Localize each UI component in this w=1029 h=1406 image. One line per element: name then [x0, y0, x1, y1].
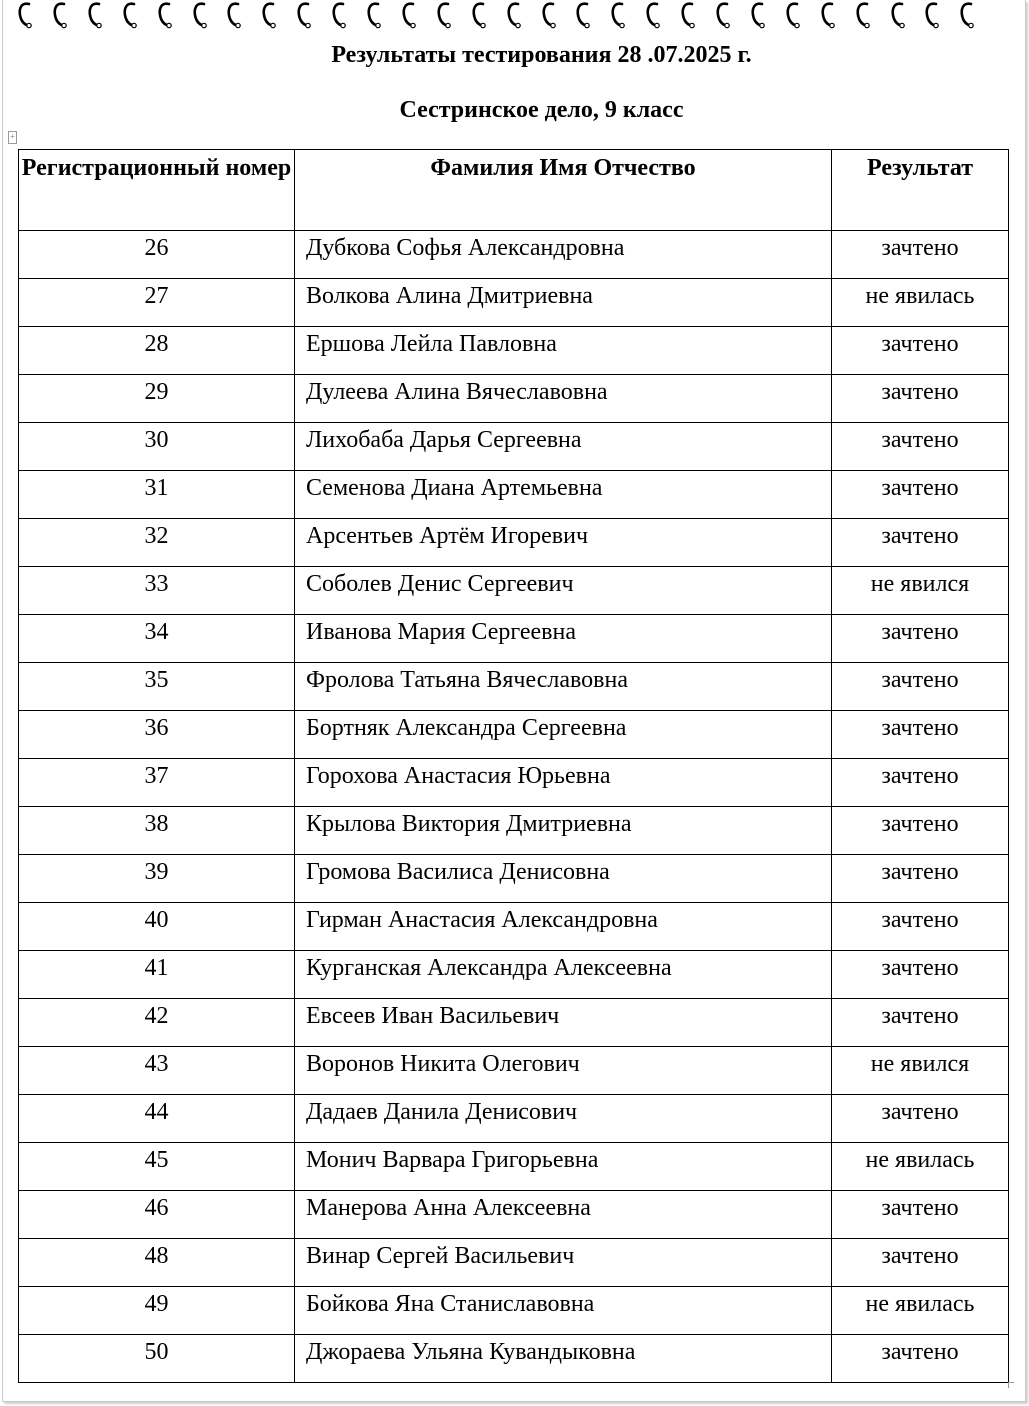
full-name-cell: Манерова Анна Алексеевна — [295, 1191, 832, 1239]
reg-number-cell: 40 — [19, 903, 295, 951]
spiral-ring-icon — [367, 1, 381, 29]
table-body — [19, 231, 1009, 1383]
reg-number-cell: 44 — [19, 1095, 295, 1143]
result-cell: зачтено — [832, 231, 1009, 279]
reg-number-cell: 41 — [19, 951, 295, 999]
spiral-ring-icon — [123, 1, 137, 29]
spiral-ring-icon — [53, 1, 67, 29]
table-row — [19, 567, 1009, 615]
full-name-cell: Соболев Денис Сергеевич — [295, 567, 832, 615]
result-cell: зачтено — [832, 711, 1009, 759]
spiral-ring-icon — [18, 1, 32, 29]
reg-number-cell: 31 — [19, 471, 295, 519]
table-row — [19, 663, 1009, 711]
result-cell: зачтено — [832, 375, 1009, 423]
header-result: Результат — [832, 150, 1009, 231]
table-row — [19, 519, 1009, 567]
result-cell: зачтено — [832, 615, 1009, 663]
result-cell: зачтено — [832, 327, 1009, 375]
reg-number-cell: 30 — [19, 423, 295, 471]
spiral-ring-icon — [472, 1, 486, 29]
table-row — [19, 1335, 1009, 1383]
full-name-cell: Иванова Мария Сергеевна — [295, 615, 832, 663]
table-row — [19, 375, 1009, 423]
reg-number-cell: 26 — [19, 231, 295, 279]
spiral-ring-icon — [507, 1, 521, 29]
table-row — [19, 999, 1009, 1047]
result-cell: не явилась — [832, 279, 1009, 327]
reg-number-cell: 42 — [19, 999, 295, 1047]
table-header-row — [19, 150, 1009, 231]
spiral-ring-icon — [88, 1, 102, 29]
full-name-cell: Дубкова Софья Александровна — [295, 231, 832, 279]
full-name-cell: Семенова Диана Артемьевна — [295, 471, 832, 519]
table-row — [19, 951, 1009, 999]
table-row — [19, 1287, 1009, 1335]
table-row — [19, 1095, 1009, 1143]
reg-number-cell: 49 — [19, 1287, 295, 1335]
spiral-ring-icon — [158, 1, 172, 29]
reg-number-cell: 37 — [19, 759, 295, 807]
table-row — [19, 807, 1009, 855]
reg-number-cell: 33 — [19, 567, 295, 615]
full-name-cell: Арсентьев Артём Игоревич — [295, 519, 832, 567]
full-name-cell: Воронов Никита Олегович — [295, 1047, 832, 1095]
full-name-cell: Лихобаба Дарья Сергеевна — [295, 423, 832, 471]
full-name-cell: Громова Василиса Денисовна — [295, 855, 832, 903]
reg-number-cell: 45 — [19, 1143, 295, 1191]
table-row — [19, 1239, 1009, 1287]
table-row — [19, 1143, 1009, 1191]
full-name-cell: Крылова Виктория Дмитриевна — [295, 807, 832, 855]
result-cell: не явился — [832, 1047, 1009, 1095]
full-name-cell: Дулеева Алина Вячеславовна — [295, 375, 832, 423]
result-cell: зачтено — [832, 903, 1009, 951]
reg-number-cell: 39 — [19, 855, 295, 903]
reg-number-cell: 32 — [19, 519, 295, 567]
document-title: Результаты тестирования 28 .07.2025 г. — [331, 42, 752, 68]
spiral-ring-icon — [227, 1, 241, 29]
table-row — [19, 327, 1009, 375]
spiral-ring-icon — [891, 1, 905, 29]
full-name-cell: Фролова Татьяна Вячеславовна — [295, 663, 832, 711]
full-name-cell: Гирман Анастасия Александровна — [295, 903, 832, 951]
reg-number-cell: 36 — [19, 711, 295, 759]
reg-number-cell: 50 — [19, 1335, 295, 1383]
result-cell: зачтено — [832, 1239, 1009, 1287]
spiral-ring-icon — [716, 1, 730, 29]
result-cell: зачтено — [832, 519, 1009, 567]
reg-number-cell: 27 — [19, 279, 295, 327]
reg-number-cell: 28 — [19, 327, 295, 375]
spiral-ring-icon — [925, 1, 939, 29]
result-cell: зачтено — [832, 999, 1009, 1047]
spiral-ring-icon — [681, 1, 695, 29]
result-cell: зачтено — [832, 951, 1009, 999]
spiral-ring-icon — [542, 1, 556, 29]
table-row — [19, 1047, 1009, 1095]
table-row — [19, 471, 1009, 519]
spiral-ring-icon — [821, 1, 835, 29]
full-name-cell: Монич Варвара Григорьевна — [295, 1143, 832, 1191]
reg-number-cell: 38 — [19, 807, 295, 855]
spiral-ring-icon — [193, 1, 207, 29]
result-cell: не явилась — [832, 1287, 1009, 1335]
full-name-cell: Ершова Лейла Павловна — [295, 327, 832, 375]
full-name-cell: Евсеев Иван Васильевич — [295, 999, 832, 1047]
reg-number-cell: 29 — [19, 375, 295, 423]
header-full-name: Фамилия Имя Отчество — [295, 150, 832, 231]
full-name-cell: Джораева Ульяна Кувандыковна — [295, 1335, 832, 1383]
table-row — [19, 615, 1009, 663]
spiral-ring-icon — [262, 1, 276, 29]
result-cell: зачтено — [832, 423, 1009, 471]
spiral-ring-icon — [297, 1, 311, 29]
results-table — [18, 149, 1009, 1383]
full-name-cell: Волкова Алина Дмитриевна — [295, 279, 832, 327]
header-reg-number: Регистрационный номер — [19, 150, 295, 231]
spiral-ring-icon — [646, 1, 660, 29]
table-row — [19, 711, 1009, 759]
full-name-cell: Дадаев Данила Денисович — [295, 1095, 832, 1143]
spiral-ring-icon — [751, 1, 765, 29]
result-cell: зачтено — [832, 807, 1009, 855]
result-cell: зачтено — [832, 1335, 1009, 1383]
reg-number-cell: 48 — [19, 1239, 295, 1287]
result-cell: не явился — [832, 567, 1009, 615]
reg-number-cell: 43 — [19, 1047, 295, 1095]
table-row — [19, 903, 1009, 951]
full-name-cell: Курганская Александра Алексеевна — [295, 951, 832, 999]
table-row — [19, 423, 1009, 471]
result-cell: не явилась — [832, 1143, 1009, 1191]
result-cell: зачтено — [832, 855, 1009, 903]
spiral-ring-icon — [402, 1, 416, 29]
spiral-ring-icon — [437, 1, 451, 29]
table-row — [19, 231, 1009, 279]
table-row — [19, 1191, 1009, 1239]
spiral-ring-icon — [856, 1, 870, 29]
spiral-binding — [0, 0, 1029, 30]
spiral-ring-icon — [576, 1, 590, 29]
table-move-handle-icon[interactable]: + — [8, 131, 17, 144]
spiral-ring-icon — [786, 1, 800, 29]
full-name-cell: Бортняк Александра Сергеевна — [295, 711, 832, 759]
table-row — [19, 279, 1009, 327]
result-cell: зачтено — [832, 471, 1009, 519]
full-name-cell: Бойкова Яна Станиславовна — [295, 1287, 832, 1335]
result-cell: зачтено — [832, 1191, 1009, 1239]
full-name-cell: Винар Сергей Васильевич — [295, 1239, 832, 1287]
reg-number-cell: 35 — [19, 663, 295, 711]
table-row — [19, 759, 1009, 807]
result-cell: зачтено — [832, 663, 1009, 711]
reg-number-cell: 46 — [19, 1191, 295, 1239]
page-corner-mark — [1008, 1382, 1014, 1388]
table-row — [19, 855, 1009, 903]
spiral-ring-icon — [332, 1, 346, 29]
document-subtitle: Сестринское дело, 9 класс — [399, 97, 684, 123]
result-cell: зачтено — [832, 1095, 1009, 1143]
spiral-ring-icon — [960, 1, 974, 29]
reg-number-cell: 34 — [19, 615, 295, 663]
result-cell: зачтено — [832, 759, 1009, 807]
spiral-ring-icon — [611, 1, 625, 29]
full-name-cell: Горохова Анастасия Юрьевна — [295, 759, 832, 807]
